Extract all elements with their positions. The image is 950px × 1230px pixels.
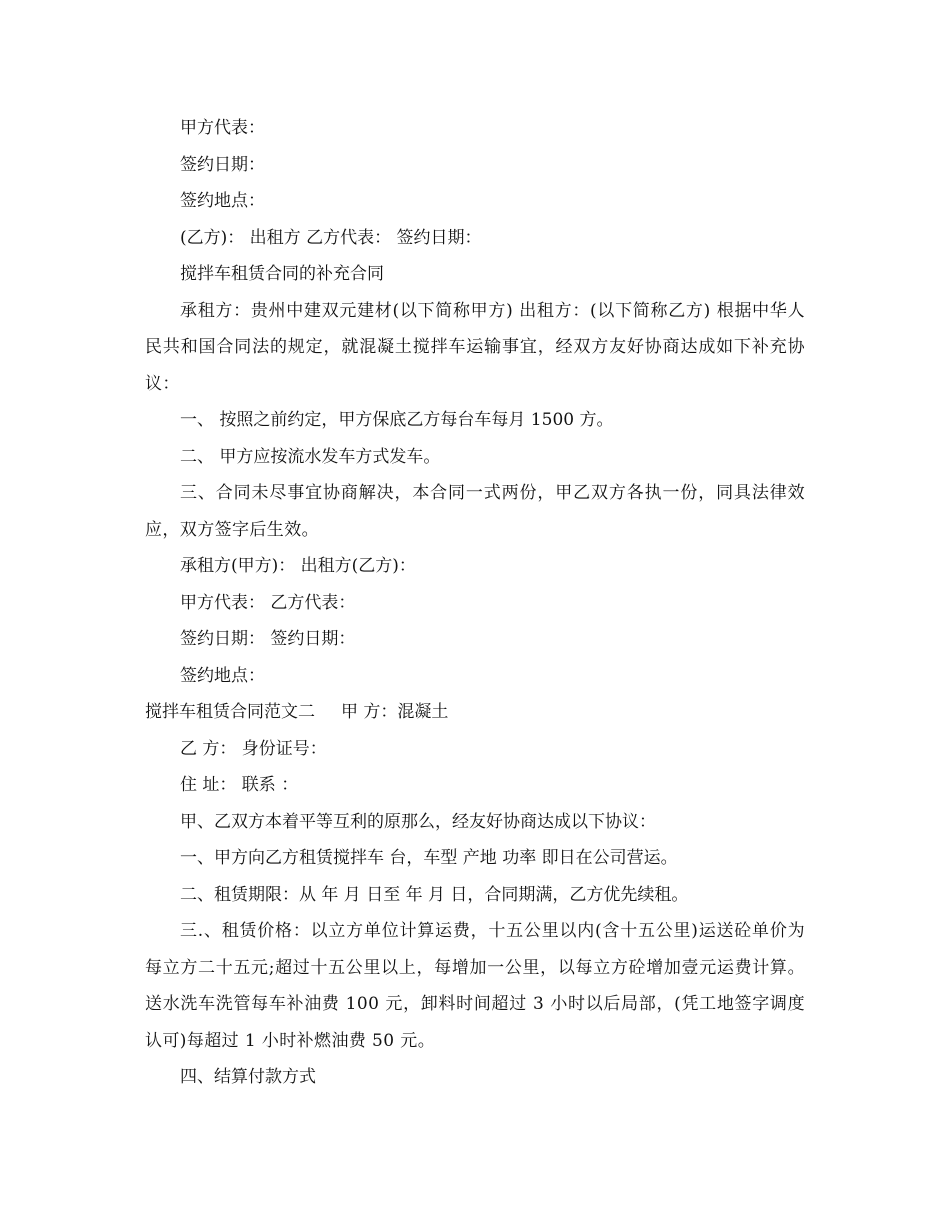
lease-clause-one: 一、甲方向乙方租赁搅拌车 台，车型 产地 功率 即日在公司营运。: [180, 848, 678, 868]
address-contact-line: 住 址： 联系 ：: [180, 775, 299, 795]
party-a-representative-line: 甲方代表：: [180, 118, 265, 138]
lease-price-paragraph: 三.、租赁价格：以立方单位计算运费，十五公里以内(含十五公里)运送砼单价为每立方二十五元;超过十五公里以上，每增加一公里，以每立方砼增加壹元运费计算。送水洗车洗管每车补油费 100 元，卸料时间超过 3 小时以后局部，(凭工地签字调度认可)每超过 1 小时补燃油费 50 元。: [145, 921, 805, 1051]
party-a-concrete: 甲 方：混凝土: [341, 702, 449, 722]
sample-two-heading-line: [145, 694, 805, 731]
lessee-lessor-line: 承租方(甲方)： 出租方(乙方)：: [180, 556, 416, 576]
clause-one: 一、 按照之前约定，甲方保底乙方每台车每月 1500 方。: [180, 410, 614, 430]
signing-dates-line: 签约日期： 签约日期：: [180, 629, 356, 649]
signing-place-line: 签约地点：: [180, 191, 265, 211]
clause-three-paragraph: 三、合同未尽事宜协商解决，本合同一式两份，甲乙双方各执一份，同具法律效应，双方签字后生效。: [145, 483, 805, 540]
party-b-line: (乙方)： 出租方 乙方代表： 签约日期：: [180, 227, 482, 248]
sample-two-title: 搅拌车租赁合同范文二: [145, 702, 315, 722]
representatives-line: 甲方代表： 乙方代表：: [180, 592, 356, 613]
document-body: [145, 110, 805, 1096]
party-b-id-line: 乙 方： 身份证号：: [180, 738, 327, 759]
supplement-contract-title: 搅拌车租赁合同的补充合同: [180, 264, 384, 284]
agreement-intro-line: 甲、乙双方本着平等互利的原那么，经友好协商达成以下协议：: [180, 811, 656, 832]
clause-two: 二、 甲方应按流水发车方式发车。: [180, 446, 441, 467]
settlement-payment-heading: 四、结算付款方式: [180, 1067, 316, 1087]
supplement-preamble-paragraph: 承租方：贵州中建双元建材(以下简称甲方) 出租方：(以下简称乙方) 根据中华人民共和国合同法的规定，就混凝土搅拌车运输事宜，经双方友好协商达成如下补充协议：: [145, 300, 805, 394]
lease-clause-two: 二、租赁期限：从 年 月 日至 年 月 日，合同期满，乙方优先续租。: [180, 884, 689, 905]
signing-place-line-2: 签约地点：: [180, 665, 265, 686]
signing-date-line: 签约日期：: [180, 154, 265, 175]
